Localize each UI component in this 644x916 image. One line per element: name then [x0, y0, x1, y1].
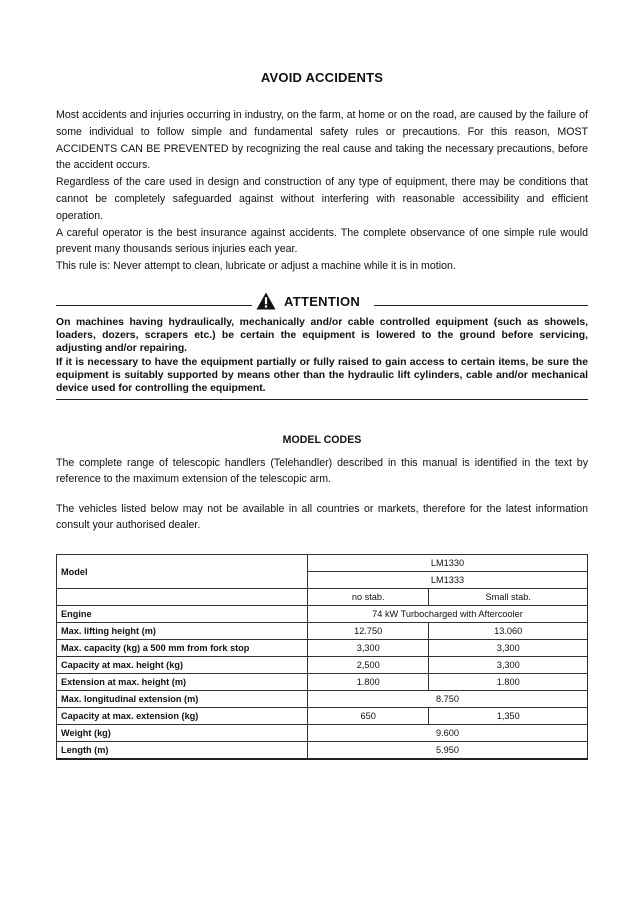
table-cell: [57, 589, 308, 606]
model-name-cell: LM1330: [308, 555, 588, 572]
model-name-cell: LM1333: [308, 572, 588, 589]
attention-paragraph: If it is necessary to have the equipment partially or fully raised to gain access to certain items, be sure the equipment is suitably supported by means other than the hydraulic lift cylinders, cable and/or mechanical device used for controlling the equipment.: [56, 356, 588, 395]
row-label-cell: Max. capacity (kg) a 500 mm from fork stop: [57, 640, 308, 657]
table-row: [57, 691, 588, 708]
intro-paragraph: Regardless of the care used in design and construction of any type of equipment, there may be conditions that cannot be completely safeguarded against without interfering with reasonable accessibility and efficient operation.: [56, 176, 588, 222]
row-label-cell: Weight (kg): [57, 725, 308, 742]
value-cell: 74 kW Turbocharged with Aftercooler: [308, 606, 588, 623]
model-codes-title: MODEL CODES: [282, 434, 362, 446]
value-cell: 3,300: [308, 640, 429, 657]
page-title: AVOID ACCIDENTS: [260, 70, 384, 85]
table-row: [57, 657, 588, 674]
attention-rule-right: [374, 305, 588, 306]
value-cell: 5.950: [308, 742, 588, 760]
model-codes-paragraph: The complete range of telescopic handlers (Telehandler) described in this manual is identified in the text by reference to the maximum extension of the telescopic arm.: [56, 457, 588, 486]
value-cell: 1,350: [429, 708, 588, 725]
table-row: [57, 640, 588, 657]
attention-rule-bottom: [56, 399, 588, 400]
value-cell: 3,300: [429, 657, 588, 674]
column-header-cell: Small stab.: [429, 589, 588, 606]
model-codes-paragraph: The vehicles listed below may not be available in all countries or markets, therefore for the latest information consult your authorised dealer.: [56, 503, 588, 532]
table-row: [57, 606, 588, 623]
value-cell: 1.800: [429, 674, 588, 691]
column-header-cell: no stab.: [308, 589, 429, 606]
table-row: [57, 674, 588, 691]
table-row: [57, 708, 588, 725]
table-subheader-row: [57, 589, 588, 606]
row-label-cell: Length (m): [57, 742, 308, 760]
attention-paragraph: On machines having hydraulically, mechanically and/or cable controlled equipment (such as showels, loaders, dozers, scrapers etc.) be certain the equipment is lowered to the ground before servicing, adjusting and/or repairing.: [56, 317, 588, 355]
intro-paragraph: Most accidents and injuries occurring in industry, on the farm, at home or on the road, are caused by the failure of some individual to follow simple and fundamental safety rules or precautions. For this reason, MOST ACCIDENTS CAN BE PREVENTED by recognizing the real cause and taking the necessary precautions, before the accident occurs.: [56, 109, 588, 172]
value-cell: 1.800: [308, 674, 429, 691]
intro-paragraph: This rule is: Never attempt to clean, lubricate or adjust a machine while it is in motion.: [56, 260, 456, 273]
row-label-cell: Capacity at max. height (kg): [57, 657, 308, 674]
value-cell: 3,300: [429, 640, 588, 657]
table-row: [57, 742, 588, 760]
row-label-cell: Max. lifting height (m): [57, 623, 308, 640]
model-spec-table: [56, 554, 588, 760]
table-header-row: [57, 555, 588, 572]
row-label-cell: Extension at max. height (m): [57, 674, 308, 691]
attention-body: [56, 316, 588, 395]
row-label-cell: Max. longitudinal extension (m): [57, 691, 308, 708]
table-row: [57, 725, 588, 742]
row-label-cell: Capacity at max. extension (kg): [57, 708, 308, 725]
attention-header: [256, 292, 360, 310]
intro-paragraph: A careful operator is the best insurance against accidents. The complete observance of one simple rule would prevent many thousands serious injuries each year.: [56, 226, 588, 256]
value-cell: 650: [308, 708, 429, 725]
row-label-cell: Engine: [57, 606, 308, 623]
table-row: [57, 623, 588, 640]
attention-label: ATTENTION: [284, 293, 361, 309]
value-cell: 12.750: [308, 623, 429, 640]
value-cell: 13.060: [429, 623, 588, 640]
value-cell: 9.600: [308, 725, 588, 742]
intro-section: [56, 107, 588, 275]
attention-rule-left: [56, 305, 252, 306]
value-cell: 8.750: [308, 691, 588, 708]
value-cell: 2,500: [308, 657, 429, 674]
warning-triangle-icon: [256, 292, 276, 310]
model-header-cell: Model: [57, 555, 308, 589]
